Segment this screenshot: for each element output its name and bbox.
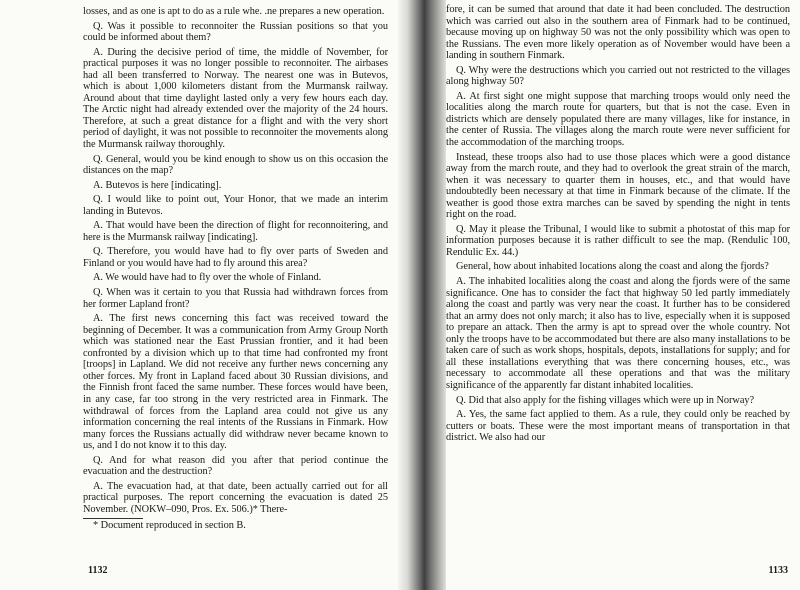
paragraph: A. We would have had to fly over the whole of Finland. [93,272,322,284]
footnote-rule [83,518,143,519]
paragraph: A. That would have been the direction of flight for reconnoitering, and here is the Murmansk railway [indicating]. [83,220,388,243]
page-number: 1132 [88,565,108,576]
page-number: 1133 [768,565,788,576]
paragraph: General, how about inhabited locations along the coast and along the fjords? [456,261,769,273]
paragraph: A. Butevos is here [indicating]. [93,179,222,191]
paragraph: Instead, these troops also had to use those places which were a good distance away from the march route, and they had to overlook the great strain of the march, when it was necessary to quarter them in houses, etc., and that would have undoubtedly been necessary at that time in Finmark because of the climate. If the weather is good those extra marches can be saved by spending the night in tents right on the road. [446,151,790,221]
paragraph: A. During the decisive period of time, the middle of November, for practical purposes it was no longer possible to reconnoiter. The airbases had all been transferred to Norway. The nearest one was in Butevos, which is about 1,000 kilometers distant from the Murmansk railway. Around about that time daylight lasted only a very few hours each day. The Arctic night had already extended over the majority of the 24 hours. Therefore, at such a great distance for a flight and with the very short period of daylight, it was not possible to reconnoiter the movements along the Murmansk railway thoroughly. [83,46,388,151]
paragraph: Q. Did that also apply for the fishing villages which were up in Norway? [456,394,755,406]
left-page-text [83,6,388,532]
paragraph: Q. May it please the Tribunal, I would like to submit a photostat of this map for information purposes because it is rather difficult to see the map. (Rendulic 100, Rendulic Ex. 44.) [446,223,790,258]
paragraph: Q. When was it certain to you that Russia had withdrawn forces from her former Lapland front? [83,287,388,310]
paragraph: A. The inhabited localities along the coast and along the fjords were of the same significance. One has to consider the fact that highway 50 led partly immediately along the coast and partly was very near the coast. It further has to be considered that an army does not only march; it also has to live, especially when it is supposed to prepare an attack. Then the army is apt to spread over the whole country. Not only the troops have to be accommodated but there are also many installations to be taken care of such as work shops, hospitals, depots, installations for supply; and for all these installations everything that was there concerning houses, etc., was necessary to accommodate all these operations and that was the military significance of the apparently far distant inhabited localities. [446,276,790,391]
paragraph: Q. Was it possible to reconnoiter the Russian positions so that you could be informed about them? [83,20,388,44]
paragraph: fore, it can be sumed that around that date it had been concluded. The destruction which was carried out also in the southern area of Finmark had to be continued, because moving up on highway 50 was not the only possibility which was open to the Russians. The even more likely operation as of November would have been a landing in southern Finmark. [446,4,790,62]
paragraph: Q. Why were the destructions which you carried out not restricted to the villages along highway 50? [446,64,790,88]
right-page [446,0,800,590]
paragraph: A. Yes, the same fact applied to them. As a rule, they could only be reached by cutters or boats. These were the most important means of transportation in that district. We also had our [446,409,790,444]
paragraph: losses, and as one is apt to do as a rule whe. .ne prepares a new operation. [83,6,385,17]
book-gutter [398,0,446,590]
paragraph: Q. General, would you be kind enough to show us on this occasion the distances on the map? [83,153,388,177]
paragraph: A. The first news concerning this fact was received toward the beginning of December. It was a communication from Army Group North which was stationed near the East Prussian frontier, and it had been confronted by a division which up to that time had confronted my front [troops] in Lapland. We did not receive any further news concerning any other forces. My front in Lapland faced about 30 Russian divisions, and the Finnish front faced the same number. These forces would have been, in any case, far too strong in the very restricted area in Finmark. The withdrawal of forces from the Lapland area could not give us any information concerning the real intents of the Russians in Finmark. How many forces the Russians actually did withdraw never became known to us, and I do not know it to this day. [83,313,388,452]
paragraph: A. At first sight one might suppose that marching troops would only need the localities along the march route for quarters, but that is not the case. Even in districts which are densely populated there are many villages, like for instance, in the center of Russia. The villages along the march route were never sufficient for the accommodation of the marching troops. [446,90,790,149]
left-page [0,0,398,590]
paragraph: Q. Therefore, you would have had to fly over parts of Sweden and Finland or you would have had to fly around this area? [83,246,388,269]
footnote: * Document reproduced in section B. [93,520,246,532]
paragraph: Q. And for what reason did you after that period continue the evacuation and the destruction? [83,454,388,478]
paragraph: A. The evacuation had, at that date, been actually carried out for all practical purposes. The report concerning the evacuation is dated 25 November. (NOKW–090, Pros. Ex. 506.)* There- [83,480,388,515]
right-page-text [446,4,790,444]
paragraph: Q. I would like to point out, Your Honor, that we made an interim landing in Butevos. [83,194,388,217]
